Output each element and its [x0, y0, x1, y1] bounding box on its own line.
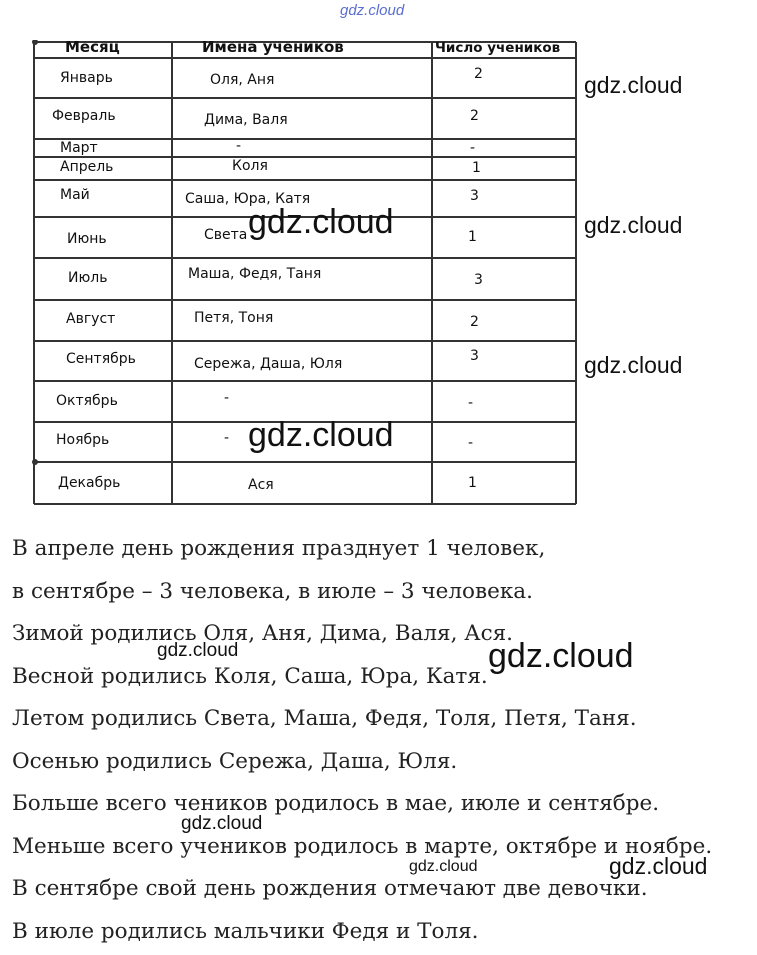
- text-line: В сентябре свой день рождения отмечают две девочки.: [12, 876, 648, 901]
- text-line: в сентябре – 3 человека, в июле – 3 человека.: [12, 578, 533, 604]
- row-count: 1: [472, 160, 481, 176]
- row-month: Апрель: [60, 159, 114, 175]
- row-names: Оля, Аня: [210, 72, 275, 88]
- watermark: gdz.cloud: [488, 637, 634, 675]
- row-month: Сентябрь: [66, 351, 136, 367]
- row-month: Март: [60, 140, 98, 156]
- row-month: Февраль: [52, 108, 116, 124]
- text-line: Летом родились Света, Маша, Федя, Толя, Петя, Таня.: [12, 706, 637, 731]
- row-names: Петя, Тоня: [194, 310, 274, 326]
- row-count: 1: [468, 229, 477, 245]
- header-month: Месяц: [65, 38, 120, 56]
- text-line: В июле родились мальчики Федя и Толя.: [12, 918, 479, 944]
- watermark: gdz.cloud: [248, 203, 394, 241]
- row-names: Маша, Федя, Таня: [188, 266, 322, 282]
- row-count: -: [468, 395, 474, 411]
- watermark: gdz.cloud: [584, 72, 683, 98]
- text-line: Больше всего чеников родилось в мае, июле и сентябре.: [12, 791, 660, 816]
- row-count: 1: [468, 475, 477, 491]
- row-count: 2: [470, 314, 479, 330]
- row-names: Саша, Юра, Катя: [185, 191, 311, 207]
- row-month: Ноябрь: [56, 432, 110, 448]
- row-names: Дима, Валя: [204, 112, 288, 128]
- answer-text: [12, 528, 712, 953]
- top-watermark: gdz.cloud: [340, 2, 405, 19]
- row-names: -: [224, 430, 230, 446]
- text-line: В апреле день рождения празднует 1 человек,: [12, 536, 546, 561]
- text-line: Зимой родились Оля, Аня, Дима, Валя, Ася.: [12, 621, 514, 646]
- row-names: -: [236, 138, 242, 154]
- watermark: gdz.cloud: [584, 212, 683, 238]
- row-month: Август: [66, 311, 116, 327]
- watermark: gdz.cloud: [248, 416, 394, 454]
- row-count: 3: [470, 188, 479, 204]
- watermark: gdz.cloud: [584, 352, 683, 378]
- watermark: gdz.cloud: [609, 853, 708, 879]
- row-month: Июль: [68, 270, 108, 286]
- row-names: Сережа, Даша, Юля: [194, 356, 343, 372]
- row-count: 3: [470, 348, 479, 364]
- row-month: Май: [60, 187, 90, 203]
- header-names: Имена учеников: [202, 38, 344, 56]
- row-names: Ася: [248, 477, 274, 493]
- row-names: -: [224, 390, 230, 406]
- row-count: -: [468, 435, 474, 451]
- watermark: gdz.cloud: [409, 858, 478, 875]
- row-month: Январь: [60, 70, 113, 86]
- text-line: Весной родились Коля, Саша, Юра, Катя.: [12, 663, 488, 689]
- row-month: Декабрь: [58, 475, 121, 491]
- header-count: Число учеников: [435, 40, 561, 56]
- row-count: 2: [470, 108, 479, 124]
- watermark: gdz.cloud: [181, 813, 263, 834]
- row-names: Коля: [232, 158, 268, 174]
- text-line: Осенью родились Сережа, Даша, Юля.: [12, 748, 458, 774]
- row-count: 2: [474, 66, 483, 82]
- watermark: gdz.cloud: [157, 640, 239, 661]
- row-count: -: [470, 140, 476, 156]
- row-count: 3: [474, 272, 483, 288]
- text-line: Меньше всего учеников родилось в марте, октябре и ноябре.: [12, 833, 713, 859]
- row-month: Июнь: [67, 231, 107, 247]
- row-month: Октябрь: [56, 393, 118, 409]
- row-names: Света: [204, 227, 248, 243]
